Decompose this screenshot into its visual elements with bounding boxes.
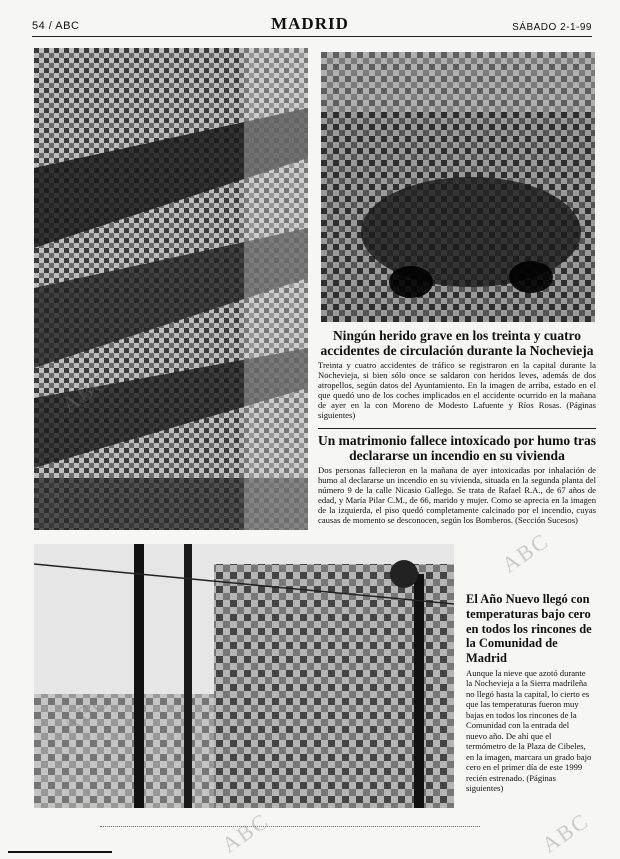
photo-burned-building: [34, 48, 308, 530]
article-divider: [318, 428, 596, 429]
header-rule: [32, 36, 592, 37]
issue-date: SÁBADO 2-1-99: [512, 22, 592, 33]
watermark: ABC: [537, 807, 594, 858]
footer-rule: [8, 851, 112, 853]
watermark: ABC: [217, 807, 274, 858]
article-traffic-accidents: [318, 328, 596, 421]
page-header: [0, 0, 620, 40]
section-title: MADRID: [271, 14, 349, 33]
article-cold-body: Aunque la nieve que azotó durante la Nochevieja a la Sierra madrileña no llegó hasta la capital, lo cierto es que las temperaturas fueron muy bajas en todos los rincones de la Comunidad con la entrada del nuevo año. De ahí que el termómetro de la Plaza de Cibeles, en la imagen, marcara un grado bajo cero en el primer día de este 1999 recién estrenado. (Páginas siguientes): [466, 667, 592, 794]
article-fire-headline: Un matrimonio fallece intoxicado por humo tras declararse un incendio en su vivienda: [318, 433, 596, 464]
article-traffic-headline: Ningún herido grave en los treinta y cuatro accidentes de circulación durante la Nochevieja: [320, 328, 594, 359]
article-cold-headline: El Año Nuevo llegó con temperaturas bajo cero en todos los rincones de la Comunidad de Madrid: [466, 592, 592, 665]
article-cold-weather: [466, 592, 592, 794]
photo-crashed-car: [321, 52, 595, 322]
article-fire-body: Dos personas fallecieron en la mañana de ayer intoxicadas por inhalación de humo al declararse un incendio en su vivienda, situada en la segunda planta del número 9 de la calle Nicasio Gallego. Se trata de Rafael R.A., de 67 años de edad, y María Pilar C.M., de 66, marido y mujer. Como se aprecia en la imagen de la izquierda, el piso quedó completamente calcinado por el incendio, cuyas causas de momento se desconocen, según los Bomberos. (Sección Sucesos): [318, 465, 596, 526]
watermark: ABC: [497, 527, 554, 578]
page-number: 54 / ABC: [32, 20, 80, 32]
watermark: ABC: [57, 687, 114, 738]
photo-cold-street: [34, 544, 454, 808]
watermark: ABC: [57, 367, 114, 418]
article-fire: [318, 433, 596, 526]
footer-rule-dotted: [100, 826, 480, 828]
article-traffic-body: Treinta y cuatro accidentes de tráfico se registraron en la capital durante la Nochevieja, si bien sólo once se saldaron con heridos leves, además de dos atropellos, según datos del Ayuntamiento. En la imagen de arriba, estado en el que quedó uno de los coches implicados en el accidente ocurrido en la mañana de ayer en la con Moreno de Modesto Lafuente y Ríos Rosas. (Páginas siguientes): [318, 360, 596, 421]
